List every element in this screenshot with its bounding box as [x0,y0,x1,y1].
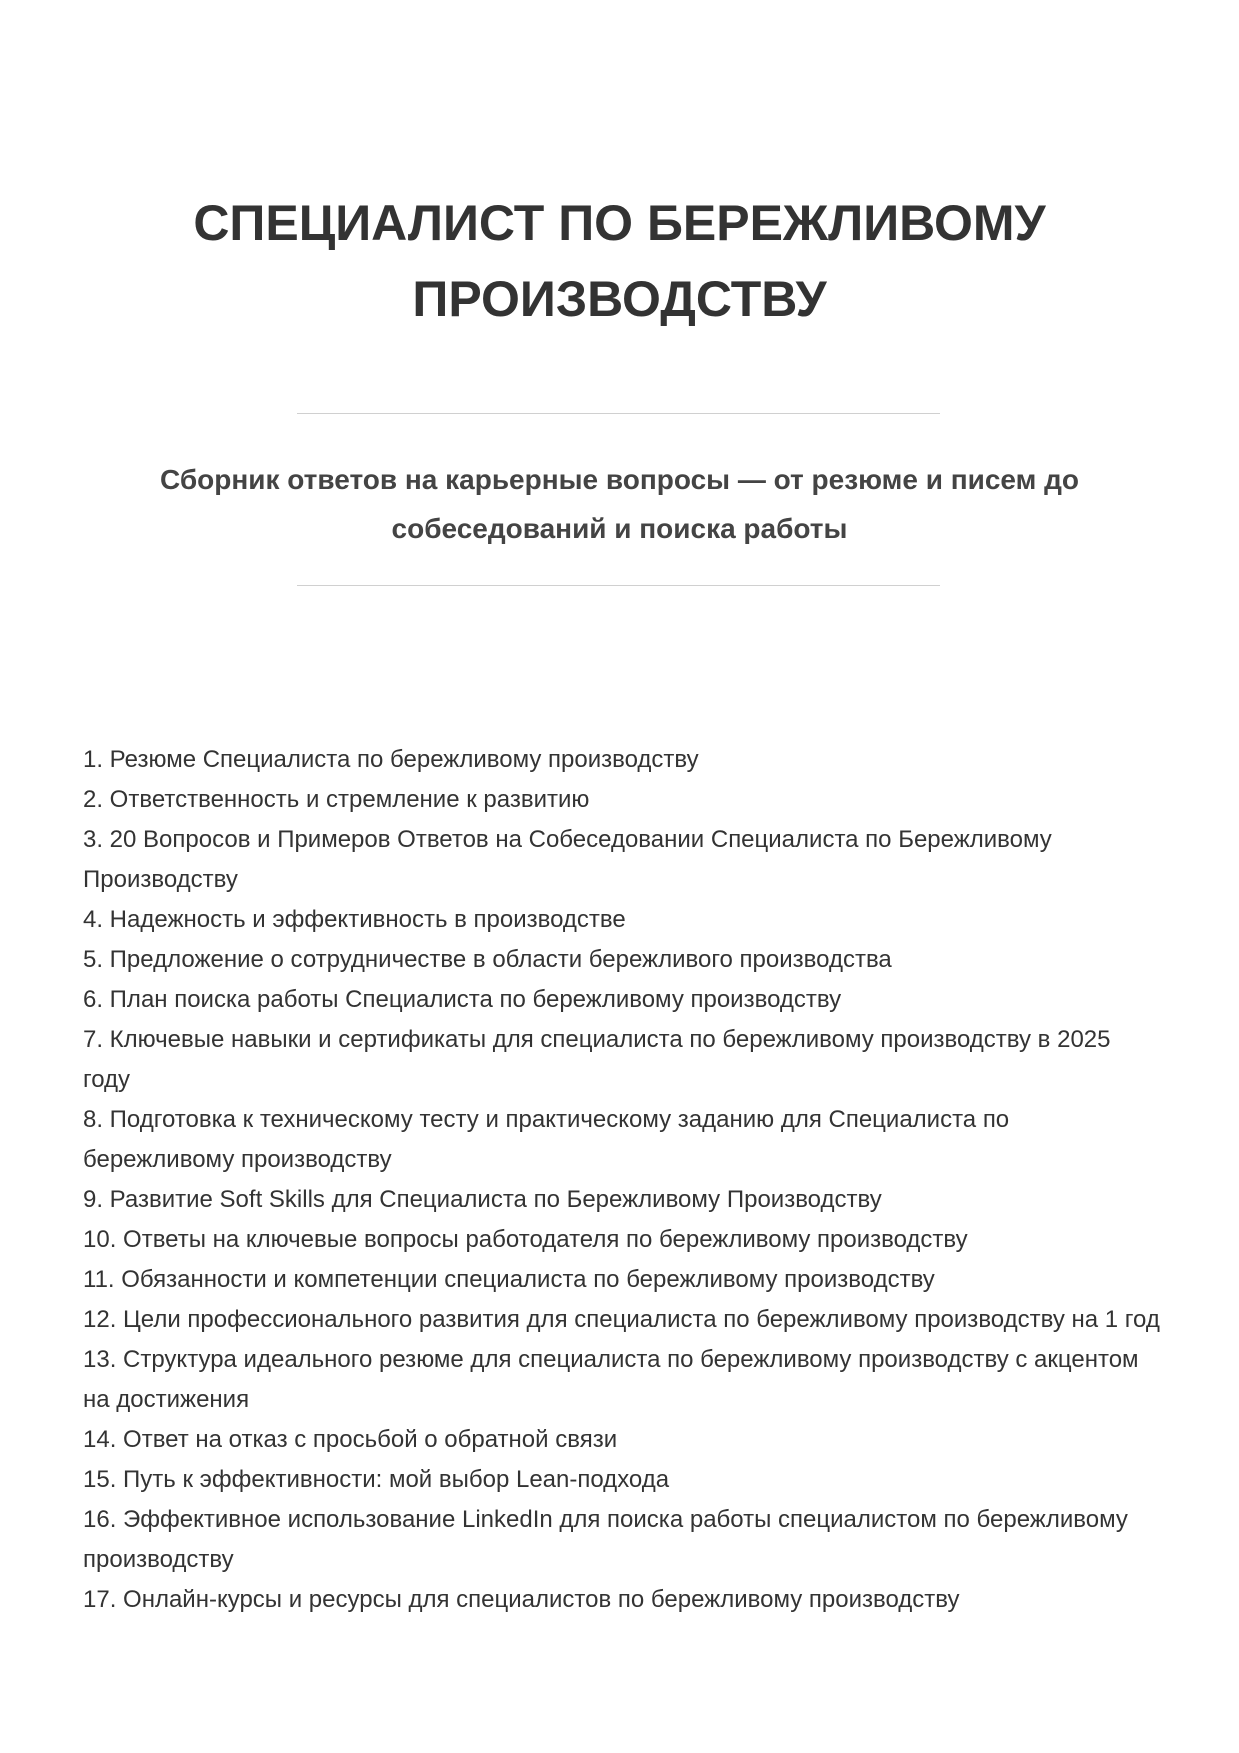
toc-item[interactable]: 13. Структура идеального резюме для специалиста по бережливому производству с акцентом на достижения [83,1346,1139,1413]
toc-item[interactable]: 9. Развитие Soft Skills для Специалиста по Бережливому Производству [83,1186,882,1213]
toc-item[interactable]: 12. Цели профессионального развития для специалиста по бережливому производству на 1 год [83,1306,1160,1333]
toc-item[interactable]: 10. Ответы на ключевые вопросы работодателя по бережливому производству [83,1226,968,1253]
divider-bottom [297,585,940,586]
toc-item[interactable]: 3. 20 Вопросов и Примеров Ответов на Собеседовании Специалиста по Бережливому Производству [83,826,1052,893]
toc-item[interactable]: 15. Путь к эффективности: мой выбор Lean-подхода [83,1466,670,1493]
toc-item[interactable]: 4. Надежность и эффективность в производстве [83,906,626,933]
table-of-contents [83,740,1163,1620]
toc-item[interactable]: 2. Ответственность и стремление к развитию [83,786,590,813]
toc-item[interactable]: 14. Ответ на отказ с просьбой о обратной связи [83,1426,618,1453]
toc-item[interactable]: 17. Онлайн-курсы и ресурсы для специалистов по бережливому производству [83,1586,960,1613]
toc-item[interactable]: 7. Ключевые навыки и сертификаты для специалиста по бережливому производству в 2025 году [83,1026,1111,1093]
toc-item[interactable]: 8. Подготовка к техническому тесту и практическому заданию для Специалиста по бережливому производству [83,1106,1010,1173]
divider-top [297,413,940,414]
document-subtitle: Сборник ответов на карьерные вопросы — от резюме и писем до собеседований и поиска работы [160,464,1079,544]
toc-item[interactable]: 16. Эффективное использование LinkedIn для поиска работы специалистом по бережливому производству [83,1506,1128,1573]
toc-item[interactable]: 5. Предложение о сотрудничестве в области бережливого производства [83,946,892,973]
toc-item[interactable]: 1. Резюме Специалиста по бережливому производству [83,746,699,773]
toc-item[interactable]: 6. План поиска работы Специалиста по бережливому производству [83,986,842,1013]
toc-item[interactable]: 11. Обязанности и компетенции специалиста по бережливому производству [83,1266,935,1293]
document-title: СПЕЦИАЛИСТ ПО БЕРЕЖЛИВОМУ ПРОИЗВОДСТВУ [193,195,1046,327]
